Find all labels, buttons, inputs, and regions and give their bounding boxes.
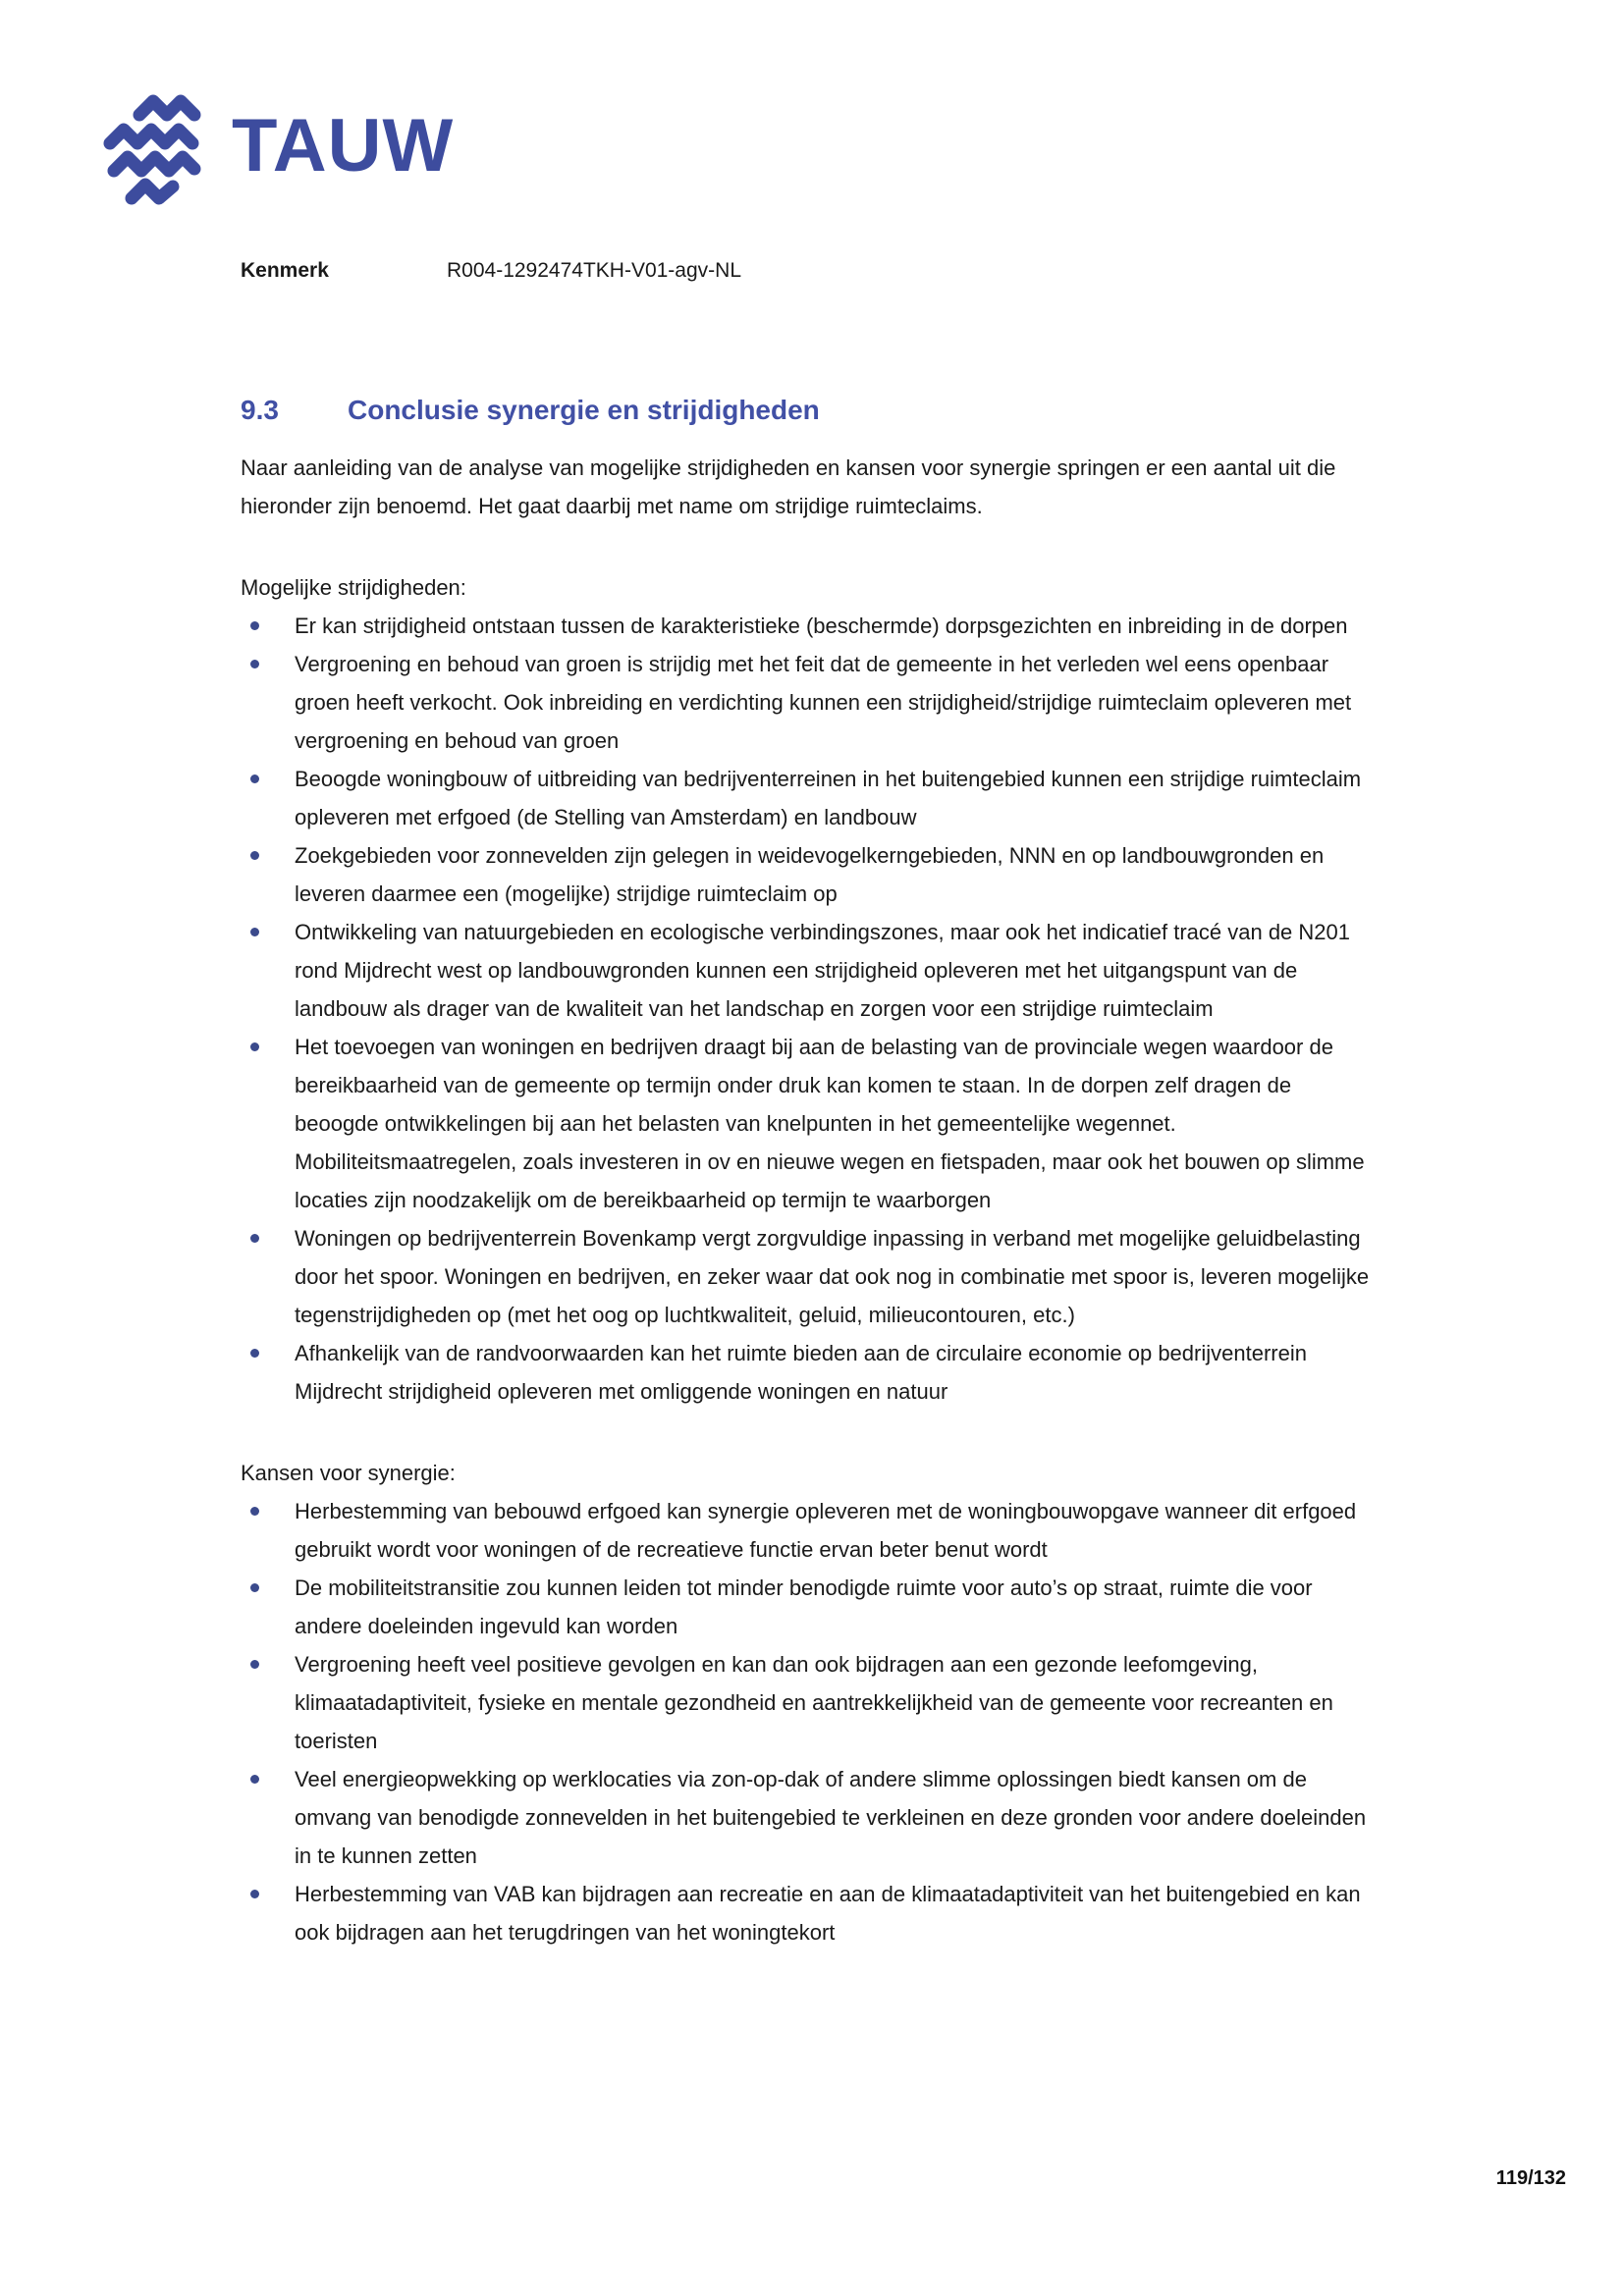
logo — [102, 88, 454, 208]
list-item: Vergroening en behoud van groen is strijdig met het feit dat de gemeente in het verleden wel eens openbaar groen heeft verkocht. Ook inbreiding en verdichting kunnen een strijdigheid/strijdige ruimteclaim opleveren met vergroening en behoud van groen — [241, 645, 1380, 760]
bullet-list-kansen — [241, 1492, 1380, 1951]
section-strijdigheden — [241, 568, 1424, 1411]
intro-paragraph: Naar aanleiding van de analyse van mogelijke strijdigheden en kansen voor synergie springen er een aantal uit die hieronder zijn benoemd. Het gaat daarbij met name om strijdige ruimteclaims. — [241, 455, 1336, 518]
document-reference-row — [241, 257, 741, 285]
section-kansen — [241, 1454, 1424, 1951]
list-item: Herbestemming van VAB kan bijdragen aan recreatie en aan de klimaatadaptiviteit van het buitengebied en kan ook bijdragen aan het terugdringen van het woningtekort — [241, 1875, 1380, 1951]
list-item: Herbestemming van bebouwd erfgoed kan synergie opleveren met de woningbouwopgave wanneer dit erfgoed gebruikt wordt voor woningen of de recreatieve functie ervan beter benut wordt — [241, 1492, 1380, 1569]
list-heading-strijdigheden: Mogelijke strijdigheden: — [241, 575, 466, 600]
list-item: Er kan strijdigheid ontstaan tussen de karakteristieke (beschermde) dorpsgezichten en inbreiding in de dorpen — [241, 607, 1380, 645]
list-item: Woningen op bedrijventerrein Bovenkamp vergt zorgvuldige inpassing in verband met mogelijke geluidbelasting door het spoor. Woningen en bedrijven, en zeker waar dat ook nog in combinatie met spoor is, leveren mogelijke tegenstrijdigheden op (met het oog op luchtkwaliteit, geluid, milieucontouren, etc.) — [241, 1219, 1380, 1334]
list-item: De mobiliteitstransitie zou kunnen leiden tot minder benodigde ruimte voor auto’s op straat, ruimte die voor andere doeleinden ingevuld kan worden — [241, 1569, 1380, 1645]
list-item: Beoogde woningbouw of uitbreiding van bedrijventerreinen in het buitengebied kunnen een strijdige ruimteclaim opleveren met erfgoed (de Stelling van Amsterdam) en landbouw — [241, 760, 1380, 836]
list-item: Het toevoegen van woningen en bedrijven draagt bij aan de belasting van de provinciale wegen waardoor de bereikbaarheid van de gemeente op termijn onder druk kan komen te staan. In de dorpen zelf dragen de beoogde ontwikkelingen bij aan het belasten van knelpunten in het gemeentelijke wegennet. Mobiliteitsmaatregelen, zoals investeren in ov en nieuwe wegen en fietspaden, maar ook het bouwen op slimme locaties zijn noodzakelijk om de bereikbaarheid op termijn te waarborgen — [241, 1028, 1380, 1219]
page-number: 119/132 — [1495, 2167, 1566, 2189]
list-item: Veel energieopwekking op werklocaties via zon-op-dak of andere slimme oplossingen biedt kansen om de omvang van benodigde zonnevelden in het buitengebied te verkleinen en deze gronden voor andere doeleinden in te kunnen zetten — [241, 1760, 1380, 1875]
tauw-waves-icon — [102, 90, 212, 206]
bullet-list-strijdigheden — [241, 607, 1380, 1411]
list-heading-kansen: Kansen voor synergie: — [241, 1461, 456, 1485]
list-item: Afhankelijk van de randvoorwaarden kan het ruimte bieden aan de circulaire economie op bedrijventerrein Mijdrecht strijdigheid opleveren met omliggende woningen en natuur — [241, 1334, 1380, 1411]
list-item: Zoekgebieden voor zonnevelden zijn gelegen in weidevogelkerngebieden, NNN en op landbouwgronden en leveren daarmee een (mogelijke) strijdige ruimteclaim op — [241, 836, 1380, 913]
section-title: Conclusie synergie en strijdigheden — [348, 395, 820, 425]
kenmerk-label: Kenmerk — [241, 259, 329, 282]
list-item: Ontwikkeling van natuurgebieden en ecologische verbindingszones, maar ook het indicatief tracé van de N201 rond Mijdrecht west op landbouwgronden kunnen een strijdigheid opleveren met het uitgangspunt van de landbouw als drager van de kwaliteit van het landschap en zorgen voor een strijdige ruimteclaim — [241, 913, 1380, 1028]
list-item: Vergroening heeft veel positieve gevolgen en kan dan ook bijdragen aan een gezonde leefomgeving, klimaatadaptiviteit, fysieke en mentale gezondheid en aantrekkelijkheid van de gemeente voor recreanten en toeristen — [241, 1645, 1380, 1760]
kenmerk-value: R004-1292474TKH-V01-agv-NL — [447, 259, 741, 282]
document-body — [241, 393, 1424, 1951]
section-number: 9.3 — [241, 395, 279, 425]
section-heading — [241, 393, 1424, 428]
logo-wordmark: TAUW — [232, 104, 455, 187]
